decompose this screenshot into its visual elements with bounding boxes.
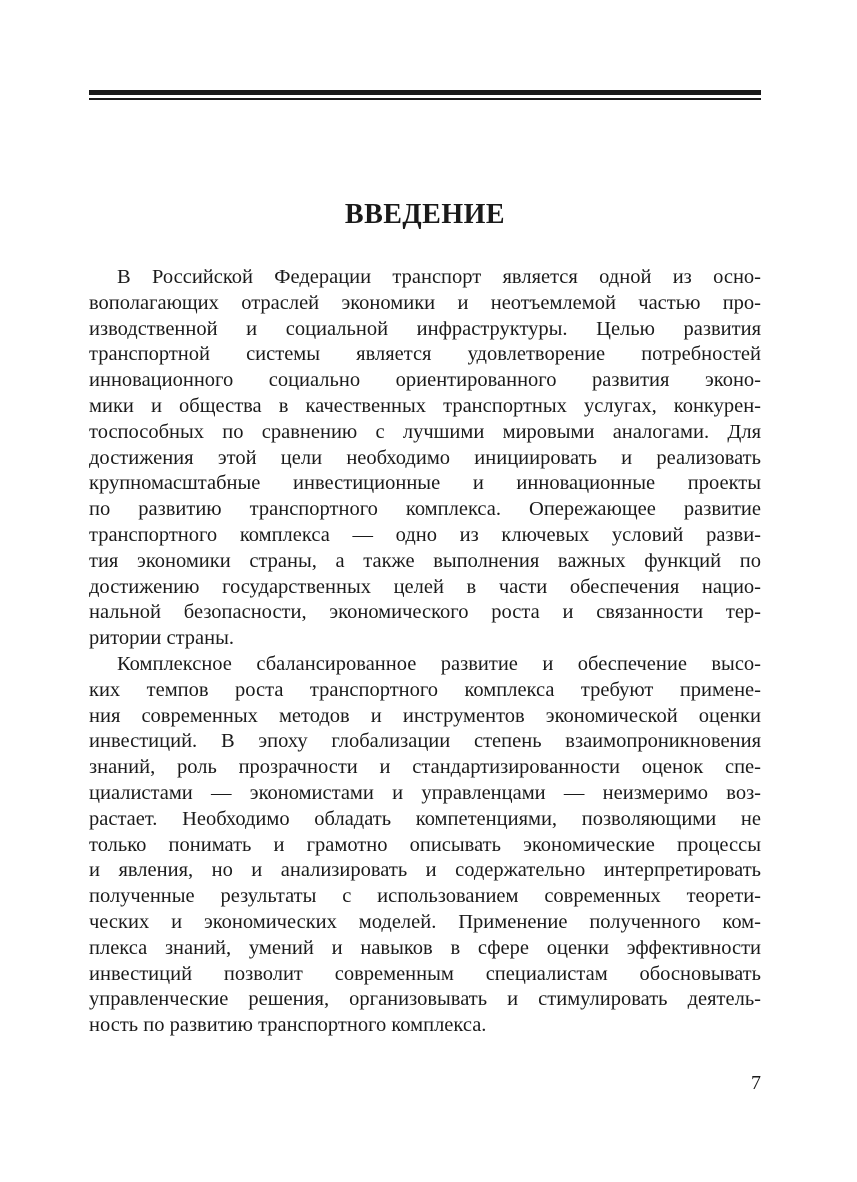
text-line: мики и общества в качественных транспортных услугах, конкурен- (89, 394, 761, 417)
text-line: инновационного социально ориентированного развития эконо- (89, 369, 761, 392)
header-double-rule (89, 90, 761, 102)
text-line: по развитию транспортного комплекса. Опережающее развитие (89, 498, 761, 521)
text-line: ритории страны. (89, 627, 235, 650)
text-line: тоспособных по сравнению с лучшими мировыми аналогами. Для (89, 420, 761, 443)
body-text (89, 265, 761, 1039)
chapter-heading: ВВЕДЕНИЕ (344, 199, 506, 230)
paragraph (89, 265, 761, 652)
text-line: Комплексное сбалансированное развитие и обеспечение высо- (117, 652, 761, 675)
text-line: только понимать и грамотно описывать экономические процессы (89, 833, 761, 856)
text-line: вополагающих отраслей экономики и неотъемлемой частью про- (89, 291, 761, 314)
text-line: В Российской Федерации транспорт является одной из осно- (117, 266, 761, 288)
header-rule-thick (89, 90, 761, 95)
text-line: достижению государственных целей в части обеспечения нацио- (89, 575, 761, 598)
text-line: ния современных методов и инструментов экономической оценки (89, 704, 761, 727)
text-line: ность по развитию транспортного комплекса. (89, 1014, 487, 1037)
text-line: достижения этой цели необходимо инициировать и реализовать (89, 446, 761, 469)
text-line: транспортного комплекса — одно из ключевых условий разви- (89, 523, 761, 546)
text-line: тия экономики страны, а также выполнения важных функций по (89, 549, 761, 572)
text-line: полученные результаты с использованием современных теорети- (89, 885, 761, 908)
text-line: нальной безопасности, экономического роста и связанности тер- (89, 601, 761, 624)
text-line: плекса знаний, умений и навыков в сфере оценки эффективности (89, 936, 761, 959)
paragraph (89, 652, 761, 1039)
text-line: циалистами — экономистами и управленцами — неизмеримо воз- (89, 781, 761, 804)
text-line: крупномасштабные инвестиционные и инновационные проекты (89, 472, 761, 495)
page-number: 7 (751, 1072, 761, 1094)
text-line: ких темпов роста транспортного комплекса требуют примене- (89, 678, 761, 701)
text-line: ческих и экономических моделей. Применение полученного ком- (89, 910, 761, 933)
text-line: инвестиций. В эпоху глобализации степень взаимопроникновения (89, 730, 761, 753)
text-line: знаний, роль прозрачности и стандартизированности оценок спе- (89, 756, 761, 779)
text-line: инвестиций позволит современным специалистам обосновывать (89, 962, 761, 985)
text-line: растает. Необходимо обладать компетенциями, позволяющими не (89, 807, 761, 830)
header-rule-thin (89, 98, 761, 100)
text-line: транспортной системы является удовлетворение потребностей (89, 343, 761, 366)
text-line: изводственной и социальной инфраструктуры. Целью развития (89, 317, 761, 340)
text-line: и явления, но и анализировать и содержательно интерпретировать (89, 859, 761, 882)
text-line: управленческие решения, организовывать и стимулировать деятель- (89, 988, 761, 1011)
